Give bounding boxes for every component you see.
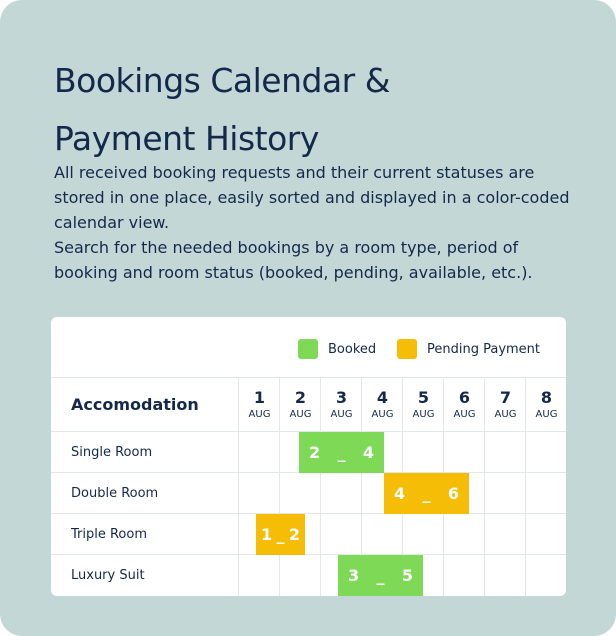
day-number: 3 [335, 388, 348, 407]
day-header [485, 377, 526, 431]
legend-label-booked: Booked [328, 341, 377, 357]
day-month: AUG [453, 409, 476, 420]
day-header [280, 377, 321, 431]
booking-separator: _ [422, 484, 431, 503]
booking-bar-luxury-suit[interactable] [338, 555, 423, 596]
booking-bar-triple-room[interactable] [256, 514, 305, 555]
title-line-1: Bookings Calendar & [54, 61, 390, 100]
day-header [239, 377, 280, 431]
booking-separator: _ [337, 443, 346, 462]
day-header [321, 377, 362, 431]
day-month: AUG [494, 409, 517, 420]
day-header [403, 377, 444, 431]
day-month: AUG [330, 409, 353, 420]
day-number: 2 [294, 388, 307, 407]
day-number: 8 [540, 388, 553, 407]
booking-separator: _ [276, 525, 285, 544]
day-number: 6 [458, 388, 471, 407]
room-row-single: Single Room [71, 445, 153, 460]
room-row-double: Double Room [71, 486, 159, 501]
day-month: AUG [412, 409, 435, 420]
day-number: 4 [376, 388, 389, 407]
accommodation-header: Accomodation [71, 394, 199, 414]
day-header [526, 377, 566, 431]
booking-start: 1 [261, 525, 273, 544]
booking-end: 2 [288, 525, 300, 544]
booking-bar-single-room[interactable] [299, 432, 384, 473]
day-number: 5 [417, 388, 430, 407]
title-line-2: Payment History [54, 119, 319, 158]
booking-end: 6 [447, 484, 459, 503]
day-month: AUG [289, 409, 312, 420]
booking-start: 2 [309, 443, 321, 462]
room-row-luxury: Luxury Suit [71, 568, 145, 583]
day-month: AUG [535, 409, 558, 420]
page-title [54, 52, 574, 168]
day-header [444, 377, 485, 431]
room-row-triple: Triple Room [71, 527, 148, 542]
pending-swatch [397, 339, 417, 359]
booked-swatch [298, 339, 318, 359]
day-number: 7 [499, 388, 512, 407]
day-month: AUG [371, 409, 394, 420]
day-header [362, 377, 403, 431]
bookings-calendar [51, 317, 566, 596]
day-month: AUG [248, 409, 271, 420]
booking-end: 5 [401, 566, 413, 585]
booking-end: 4 [362, 443, 374, 462]
booking-start: 4 [394, 484, 406, 503]
legend-label-pending: Pending Payment [427, 341, 541, 357]
booking-start: 3 [348, 566, 360, 585]
description-paragraph-2: Search for the needed bookings by a room type, period of booking and room status (booked, pending, available, etc.). [54, 238, 533, 282]
booking-separator: _ [376, 566, 385, 585]
description-paragraph-1: All received booking requests and their current statuses are stored in one place, easily sorted and displayed in a color-coded calendar view. [54, 163, 570, 232]
description [54, 160, 574, 285]
legend-item-pending [397, 339, 540, 359]
day-number: 1 [253, 388, 266, 407]
booking-bar-double-room[interactable] [384, 473, 469, 514]
legend-item-booked [298, 339, 376, 359]
